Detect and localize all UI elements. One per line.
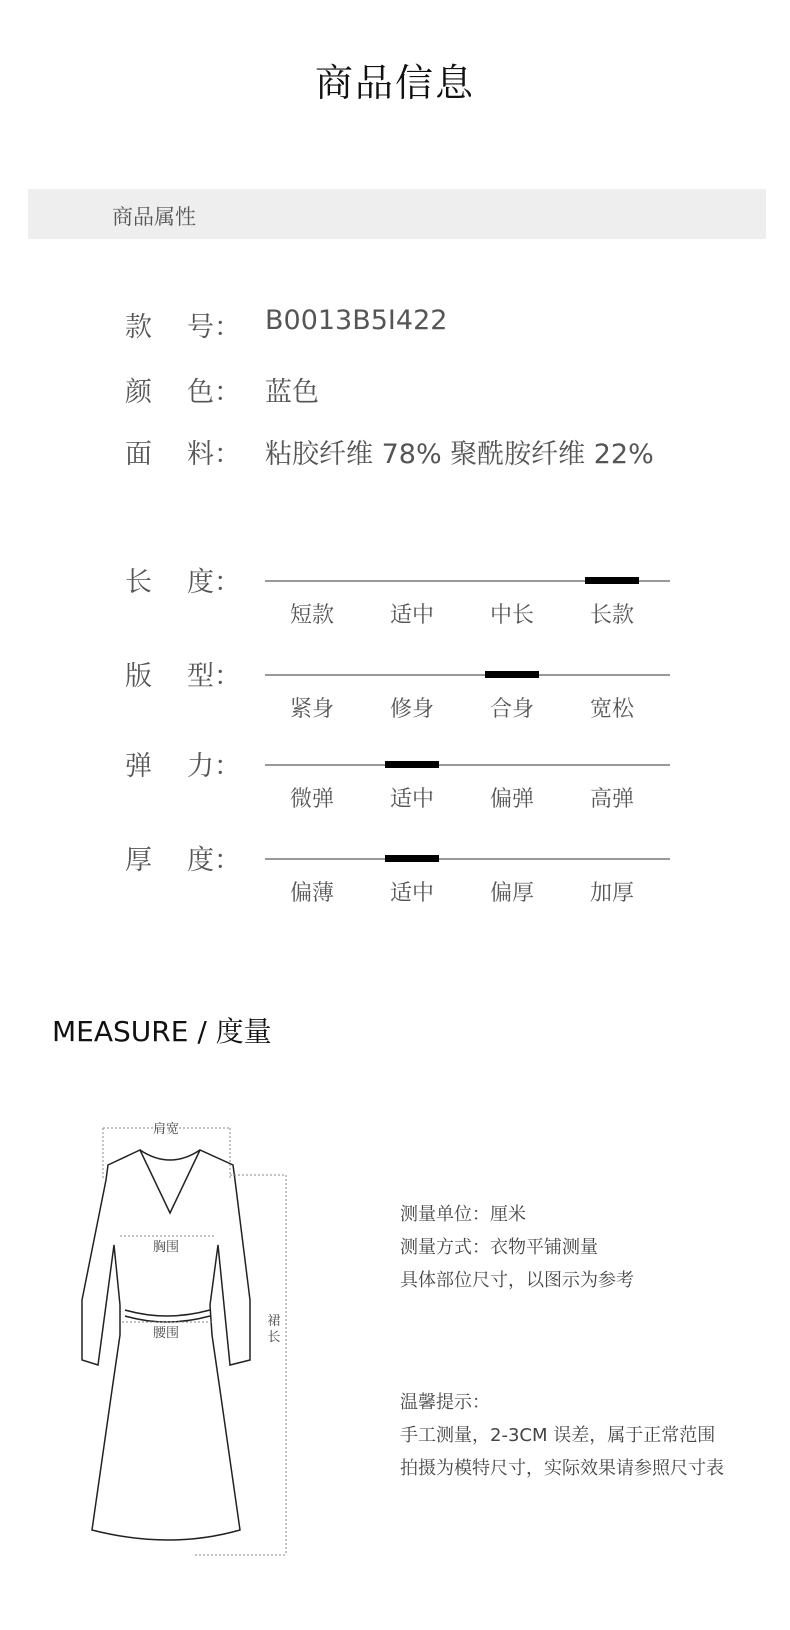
scale-track <box>265 674 670 676</box>
scale-option: 偏弹 <box>489 787 534 812</box>
attribute-label-char: 色： <box>187 377 241 408</box>
scale-option: 长款 <box>589 603 634 628</box>
measure-info-line: 测量单位：厘米 <box>400 1204 526 1225</box>
scale-option: 偏薄 <box>289 881 334 906</box>
scale-track <box>265 764 670 766</box>
scale-option: 适中 <box>389 881 434 906</box>
scale-marker <box>385 855 439 862</box>
attribute-label-char: 号： <box>187 312 241 343</box>
tips-line: 手工测量，2-3CM 误差，属于正常范围 <box>400 1425 716 1446</box>
scale-row-elasticity <box>125 751 685 834</box>
dress-diagram <box>70 1120 330 1570</box>
scale-label-char: 型： <box>187 661 241 692</box>
chest-label: 胸围 <box>152 1240 180 1255</box>
attribute-value: B0013B5I422 <box>265 305 448 336</box>
scale-label-char: 度： <box>187 845 241 876</box>
length-label-char: 裙 <box>267 1314 281 1329</box>
measure-guides <box>103 1128 286 1555</box>
scale-option: 高弹 <box>589 787 634 812</box>
page-title: 商品信息 <box>314 61 475 105</box>
scale-label-char: 弹 <box>125 751 152 782</box>
scale-label <box>125 838 265 877</box>
measure-info-line: 具体部位尺寸，以图示为参考 <box>400 1270 634 1291</box>
attribute-label <box>125 305 265 344</box>
scale-marker <box>485 671 539 678</box>
scale-option: 适中 <box>389 787 434 812</box>
measure-info-line: 测量方式：衣物平铺测量 <box>400 1237 598 1258</box>
attribute-label-char: 款 <box>125 312 152 343</box>
scale-option: 加厚 <box>589 881 634 906</box>
scale-label-char: 长 <box>125 567 152 598</box>
length-label-char: 长 <box>267 1330 281 1345</box>
scale-label-char: 度： <box>187 567 241 598</box>
measure-info <box>400 1198 634 1297</box>
scale-option: 适中 <box>389 603 434 628</box>
scale-option: 中长 <box>489 603 534 628</box>
section-title: 商品属性 <box>112 205 196 229</box>
tips <box>400 1386 724 1485</box>
scale-option: 合身 <box>489 697 534 722</box>
measure-title: MEASURE / 度量 <box>52 1015 272 1048</box>
waist-label: 腰围 <box>152 1326 180 1341</box>
attribute-label-char: 料： <box>187 439 241 470</box>
scale-row-thickness <box>125 845 685 928</box>
scale-label-char: 力： <box>187 751 241 782</box>
scale-option: 宽松 <box>589 697 634 722</box>
tips-line: 拍摄为模特尺寸，实际效果请参照尺寸表 <box>400 1458 724 1479</box>
scale-option: 修身 <box>389 697 434 722</box>
scale-label-char: 厚 <box>125 845 152 876</box>
scale-row-length <box>125 567 685 650</box>
scale-option: 短款 <box>289 603 334 628</box>
dress-outline <box>82 1150 250 1540</box>
scale-label-char: 版 <box>125 661 152 692</box>
shoulder-label: 肩宽 <box>152 1122 180 1137</box>
scale-marker <box>585 577 639 584</box>
attribute-value: 粘胶纤维 78% 聚酰胺纤维 22% <box>265 439 654 470</box>
scale-marker <box>385 761 439 768</box>
attribute-value: 蓝色 <box>265 377 319 408</box>
scale-option: 偏厚 <box>489 881 534 906</box>
attribute-label <box>125 432 265 471</box>
scale-option: 紧身 <box>289 697 334 722</box>
scale-label <box>125 744 265 783</box>
attribute-label-char: 面 <box>125 439 152 470</box>
attribute-label-char: 颜 <box>125 377 152 408</box>
scale-row-fit <box>125 661 685 744</box>
scale-label <box>125 560 265 599</box>
scale-track <box>265 858 670 860</box>
scale-option: 微弹 <box>289 787 334 812</box>
section-header <box>28 189 766 239</box>
tips-heading: 温馨提示： <box>400 1392 490 1413</box>
attribute-label <box>125 370 265 409</box>
scale-label <box>125 654 265 693</box>
